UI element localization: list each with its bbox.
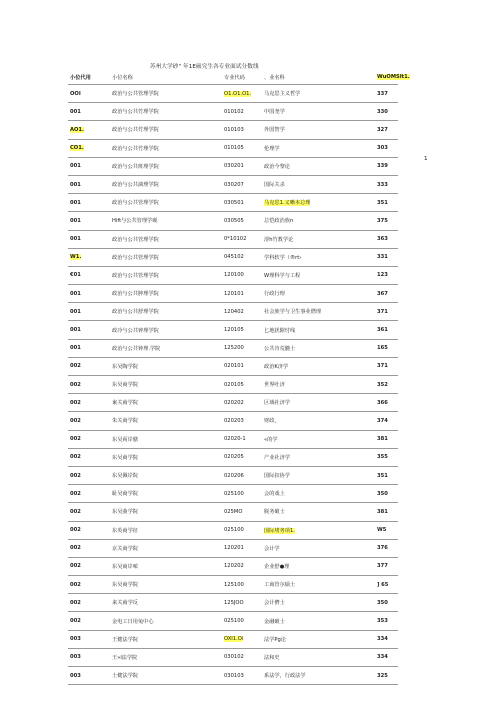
table-row — [68, 376, 398, 394]
table-row — [68, 448, 398, 466]
unit-name-cell: 政治与公共管理学院 — [110, 230, 222, 248]
major-code-cell: 020105 — [222, 376, 262, 394]
table-row — [68, 194, 398, 212]
table-row — [68, 430, 398, 448]
major-code-cell: 02020-1 — [222, 430, 262, 448]
score-cell: 366 — [375, 394, 398, 412]
table-row — [68, 157, 398, 175]
major-name-cell: 学科软学（®rt› — [262, 248, 375, 266]
unit-name-cell: 政治与公共管理学院 — [110, 85, 222, 103]
major-name-cell: «的学 — [262, 430, 375, 448]
table-row — [68, 121, 398, 139]
major-code-cell: 030207 — [222, 175, 262, 193]
unit-code-cell: 002 — [68, 394, 110, 412]
unit-name-cell: 政治与公共管理学院 — [110, 248, 222, 266]
major-name-cell: 行政行理 — [262, 285, 375, 303]
unit-name-cell: 耻吴商学院 — [110, 485, 222, 503]
major-code-cell: 120202 — [222, 557, 262, 575]
score-cell: 334 — [375, 648, 398, 666]
major-name-cell: 外国智学 — [262, 121, 375, 139]
major-name-cell: 中国尧学 — [262, 103, 375, 121]
score-cell: 334 — [375, 630, 398, 648]
table-row — [68, 230, 398, 248]
unit-code-cell: 002 — [68, 521, 110, 539]
unit-name-cell: 政治与公共班理学院 — [110, 157, 222, 175]
margin-mark: 1 — [424, 156, 428, 162]
table-row — [68, 248, 398, 266]
table-row — [68, 266, 398, 284]
score-cell: 325 — [375, 667, 398, 685]
major-code-cell: 030201 — [222, 157, 262, 175]
unit-name-cell: 政治与公共钟理.学院 — [110, 339, 222, 357]
major-name-cell: 工商管尔硕士 — [262, 576, 375, 594]
unit-name-cell: 东吴両岸膳 — [110, 430, 222, 448]
unit-code-cell: 002 — [68, 466, 110, 484]
table-row — [68, 412, 398, 430]
major-code-cell: 020202 — [222, 394, 262, 412]
unit-name-cell: 东吴佩岸院 — [110, 466, 222, 484]
table-row — [68, 85, 398, 103]
major-name-cell: 会的戏上 — [262, 485, 375, 503]
unit-code-cell: 002 — [68, 594, 110, 612]
score-cell: 350 — [375, 485, 398, 503]
score-cell: 375 — [375, 212, 398, 230]
score-table-body — [68, 70, 410, 685]
major-name-cell: 匕地扰隙忖线 — [262, 321, 375, 339]
major-name-cell: 世界吐济 — [262, 376, 375, 394]
major-code-cell: 120100 — [222, 266, 262, 284]
unit-code-cell: 001 — [68, 230, 110, 248]
table-row — [68, 321, 398, 339]
score-table — [68, 70, 410, 685]
major-name-cell: 马克思1.义晰本总理 — [262, 194, 375, 212]
major-name-cell: 产业社济学 — [262, 448, 375, 466]
unit-name-cell: 王»l法学院 — [110, 648, 222, 666]
score-cell: W5 — [375, 521, 398, 539]
score-cell: 381 — [375, 503, 398, 521]
unit-name-cell: 京关商学院 — [110, 539, 222, 557]
table-row — [68, 212, 398, 230]
major-code-cell: 045102 — [222, 248, 262, 266]
major-code-cell: 010105 — [222, 139, 262, 157]
unit-code-cell: 001 — [68, 103, 110, 121]
unit-name-cell: 东吴陶学院 — [110, 357, 222, 375]
table-row — [68, 503, 398, 521]
major-name-cell: W理科学与工程 — [262, 266, 375, 284]
unit-name-cell: 士健法学院 — [110, 667, 222, 685]
table-row — [68, 648, 398, 666]
score-cell: 367 — [375, 285, 398, 303]
header-score: WuOMSIt1. — [375, 70, 398, 85]
score-cell: 352 — [375, 376, 398, 394]
unit-code-cell: 001 — [68, 175, 110, 193]
unit-name-cell: 政冷与公共钟理学院 — [110, 321, 222, 339]
table-row — [68, 539, 398, 557]
score-cell: 371 — [375, 303, 398, 321]
unit-code-cell: 002 — [68, 448, 110, 466]
unit-name-cell: 东吴商学院 — [110, 376, 222, 394]
score-cell: 381 — [375, 430, 398, 448]
unit-code-cell: 002 — [68, 576, 110, 594]
unit-code-cell: OOI — [68, 85, 110, 103]
score-cell: 363 — [375, 230, 398, 248]
table-row — [68, 594, 398, 612]
major-code-cell: OXI1.Oi — [222, 630, 262, 648]
major-code-cell: 025100 — [222, 485, 262, 503]
major-code-cell: 010102 — [222, 103, 262, 121]
unit-name-cell: 政治与公共竹理学院 — [110, 103, 222, 121]
score-cell: 331 — [375, 248, 398, 266]
major-code-cell: 125100 — [222, 576, 262, 594]
score-cell: 351 — [375, 194, 398, 212]
score-cell: ] 65 — [375, 576, 398, 594]
score-cell: 123 — [375, 266, 398, 284]
unit-name-cell: 政治与公共管理学院 — [110, 194, 222, 212]
unit-name-cell: 政治与公共肿理学院 — [110, 285, 222, 303]
unit-name-cell: 政治与公共管理学院 — [110, 266, 222, 284]
major-code-cell: 030505 — [222, 212, 262, 230]
major-code-cell: 025100 — [222, 521, 262, 539]
score-cell: 337 — [375, 85, 398, 103]
major-name-cell: 国际堵务项1. — [262, 521, 375, 539]
table-row — [68, 103, 398, 121]
score-cell: 339 — [375, 157, 398, 175]
major-name-cell: 法学Pg论 — [262, 630, 375, 648]
major-name-cell: 国际扣协学 — [262, 466, 375, 484]
major-code-cell: 120105 — [222, 321, 262, 339]
major-code-cell: 025100 — [222, 612, 262, 630]
unit-code-cell: 001 — [68, 285, 110, 303]
unit-name-cell: 政治与公共舒理学院 — [110, 303, 222, 321]
table-row — [68, 576, 398, 594]
unit-code-cell: W1. — [68, 248, 110, 266]
major-name-cell: 系法学，行政法学 — [262, 667, 375, 685]
unit-name-cell: 政治与公共淌理学院 — [110, 175, 222, 193]
score-cell: 165 — [375, 339, 398, 357]
score-cell: 330 — [375, 103, 398, 121]
unit-name-cell: 东英商学征 — [110, 521, 222, 539]
header-major-name: 、业名科 — [262, 70, 375, 85]
unit-name-cell: Hift与公共管理学砚 — [110, 212, 222, 230]
score-cell: 333 — [375, 175, 398, 193]
unit-code-cell: 001 — [68, 212, 110, 230]
major-name-cell: 金融破士 — [262, 612, 375, 630]
unit-code-cell: AO1. — [68, 121, 110, 139]
major-code-cell: 020203 — [222, 412, 262, 430]
major-code-cell: 020205 — [222, 448, 262, 466]
major-name-cell: 脱务破士 — [262, 503, 375, 521]
unit-code-cell: 001 — [68, 157, 110, 175]
unit-name-cell: 东吴曲学院 — [110, 503, 222, 521]
major-code-cell: 120201 — [222, 539, 262, 557]
major-name-cell: 总恺政治族n — [262, 212, 375, 230]
score-cell: 374 — [375, 412, 398, 430]
major-name-cell: 会计擠士 — [262, 594, 375, 612]
table-row — [68, 521, 398, 539]
major-code-cell: 0*10102 — [222, 230, 262, 248]
major-name-cell: 马克思主义哲学 — [262, 85, 375, 103]
table-row — [68, 667, 398, 685]
table-row — [68, 339, 398, 357]
unit-code-cell: 003 — [68, 648, 110, 666]
score-cell: 303 — [375, 139, 398, 157]
unit-name-cell: 东吴商学院 — [110, 448, 222, 466]
unit-code-cell: 001 — [68, 339, 110, 357]
score-cell: 371 — [375, 357, 398, 375]
unit-code-cell: 002 — [68, 485, 110, 503]
score-cell: 377 — [375, 557, 398, 575]
score-cell: 355 — [375, 448, 398, 466]
unit-code-cell: 002 — [68, 539, 110, 557]
table-row — [68, 357, 398, 375]
table-row — [68, 285, 398, 303]
table-row — [68, 485, 398, 503]
major-name-cell: 政治今黎论 — [262, 157, 375, 175]
header-unit-name: 小位名称 — [110, 70, 222, 85]
unit-code-cell: 002 — [68, 430, 110, 448]
table-row — [68, 303, 398, 321]
unit-code-cell: 002 — [68, 557, 110, 575]
unit-code-cell: 001 — [68, 194, 110, 212]
table-row — [68, 612, 398, 630]
unit-code-cell: 001 — [68, 303, 110, 321]
major-code-cell: 125200 — [222, 339, 262, 357]
major-code-cell: 025MO — [222, 503, 262, 521]
major-name-cell: 涩h竹教学论 — [262, 230, 375, 248]
unit-code-cell: 002 — [68, 376, 110, 394]
major-name-cell: 政治K济学 — [262, 357, 375, 375]
header-unit-code: 小位代用 — [68, 70, 110, 85]
major-code-cell: 030103 — [222, 667, 262, 685]
table-row — [68, 394, 398, 412]
major-name-cell: 社会族学与卫生事业僭理 — [262, 303, 375, 321]
score-cell: 350 — [375, 594, 398, 612]
major-name-cell: 伦理学 — [262, 139, 375, 157]
major-code-cell: 020206 — [222, 466, 262, 484]
major-code-cell: O1.O1.O1. — [222, 85, 262, 103]
unit-code-cell: €01 — [68, 266, 110, 284]
header-major-code: 专业代码 — [222, 70, 262, 85]
score-cell: 327 — [375, 121, 398, 139]
unit-name-cell: 王健法学院 — [110, 630, 222, 648]
unit-name-cell: 東关商学院 — [110, 394, 222, 412]
table-row — [68, 630, 398, 648]
major-name-cell: 国际关杀 — [262, 175, 375, 193]
unit-name-cell: 东吴商岸哝 — [110, 557, 222, 575]
unit-code-cell: 002 — [68, 503, 110, 521]
table-header-row — [68, 70, 398, 85]
unit-code-cell: 002 — [68, 612, 110, 630]
major-code-cell: 120402 — [222, 303, 262, 321]
document-title: 苏州大学砂" 年1E硕究生各专业面试分数线 — [150, 64, 259, 70]
major-name-cell: 法和史 — [262, 648, 375, 666]
unit-name-cell: 朱关商学院 — [110, 412, 222, 430]
unit-code-cell: 003 — [68, 630, 110, 648]
major-code-cell: 120101 — [222, 285, 262, 303]
unit-code-cell: 002 — [68, 412, 110, 430]
unit-code-cell: 003 — [68, 667, 110, 685]
table-row — [68, 139, 398, 157]
unit-name-cell: 东吴商学院 — [110, 576, 222, 594]
major-name-cell: 财政， — [262, 412, 375, 430]
unit-name-cell: 政治与公共竹理学院 — [110, 121, 222, 139]
major-code-cell: 010103 — [222, 121, 262, 139]
major-code-cell: 030102 — [222, 648, 262, 666]
major-name-cell: 企业舒●理 — [262, 557, 375, 575]
table-row — [68, 175, 398, 193]
unit-code-cell: 002 — [68, 357, 110, 375]
score-cell: 361 — [375, 321, 398, 339]
unit-name-cell: 来关商学反 — [110, 594, 222, 612]
unit-name-cell: 政治与公共竹理学院 — [110, 139, 222, 157]
unit-code-cell: 001 — [68, 321, 110, 339]
score-cell: 351 — [375, 466, 398, 484]
major-code-cell: 020101 — [222, 357, 262, 375]
major-name-cell: 公共肯荒髓士 — [262, 339, 375, 357]
major-code-cell: 030501 — [222, 194, 262, 212]
major-code-cell: 125JOO — [222, 594, 262, 612]
table-row — [68, 466, 398, 484]
unit-name-cell: 金电工日用兔中心 — [110, 612, 222, 630]
table-row — [68, 557, 398, 575]
score-cell: 353 — [375, 612, 398, 630]
major-name-cell: 会计学 — [262, 539, 375, 557]
unit-code-cell: CO1. — [68, 139, 110, 157]
score-cell: 376 — [375, 539, 398, 557]
major-name-cell: 区域社济学 — [262, 394, 375, 412]
